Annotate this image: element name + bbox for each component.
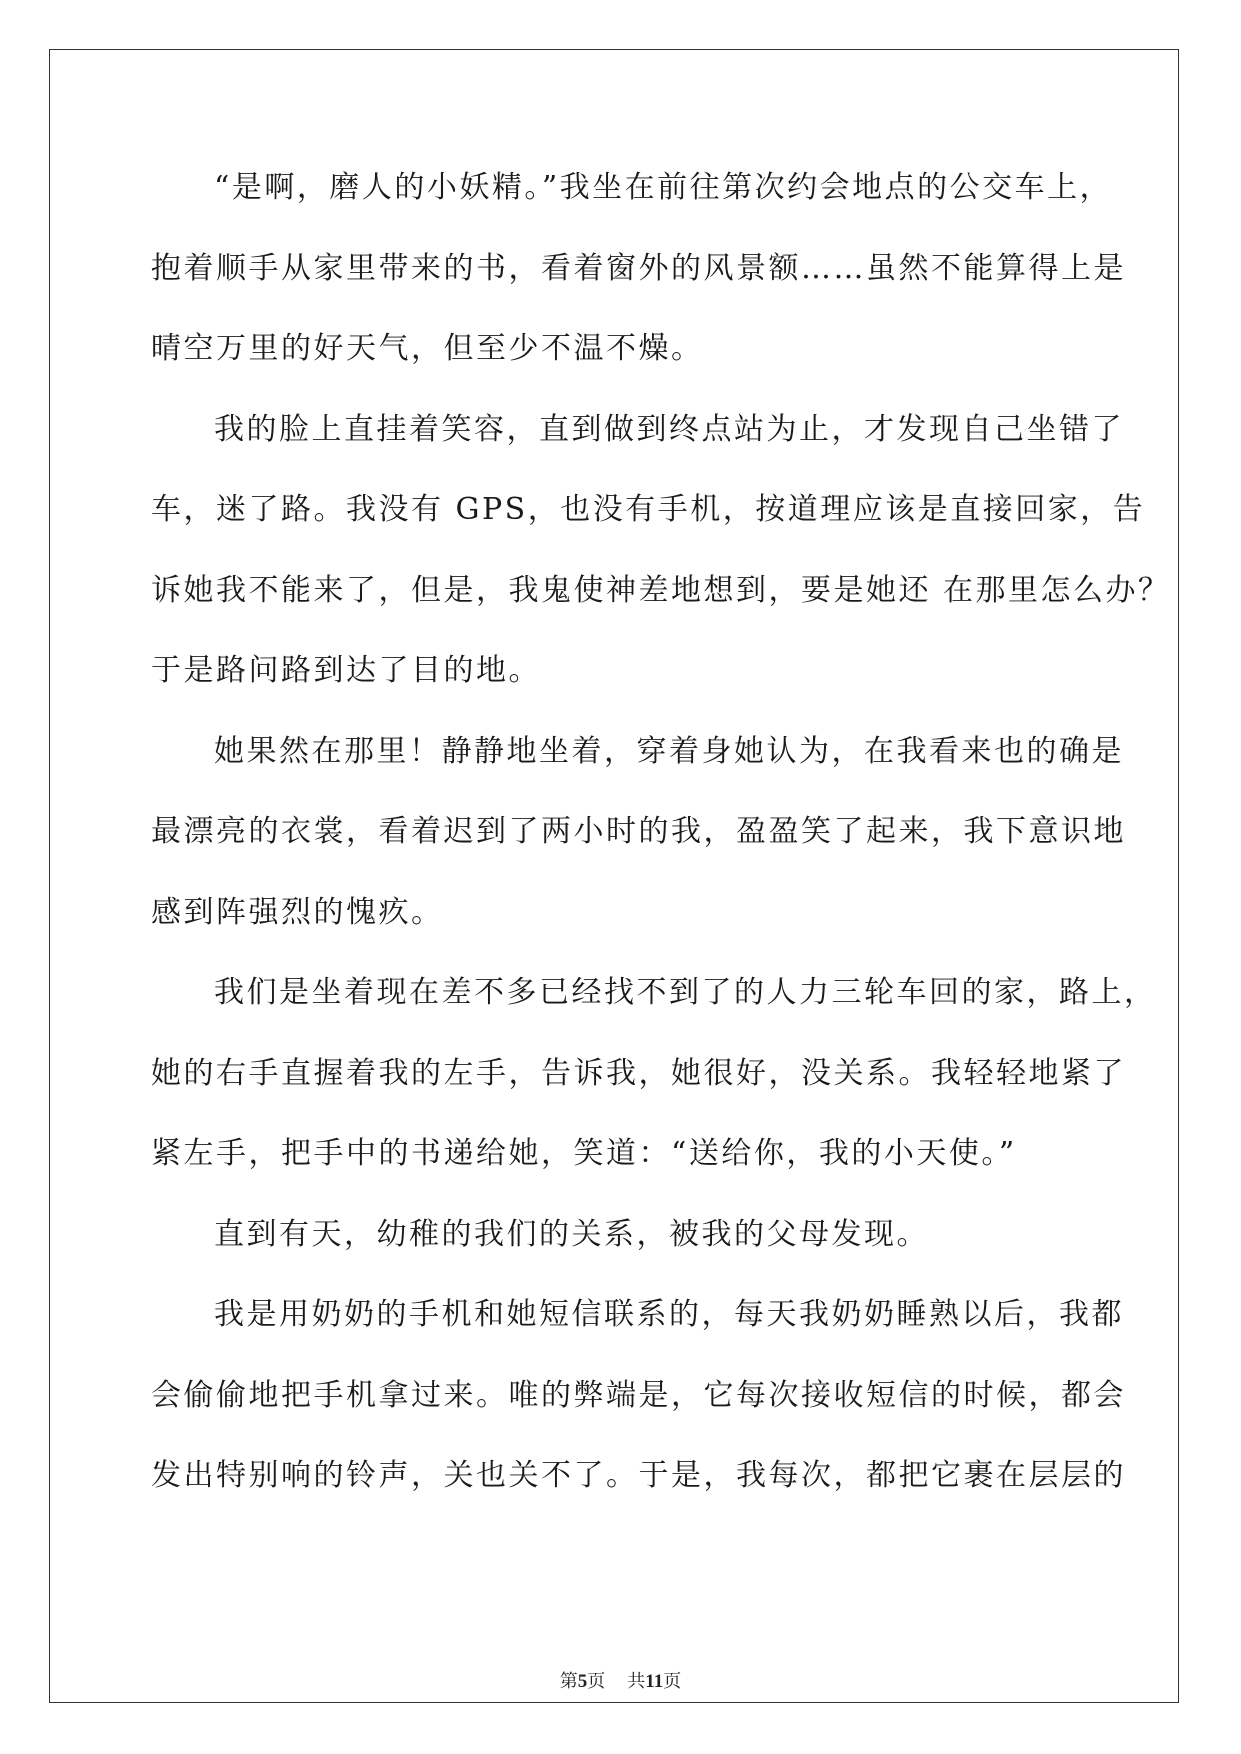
text-line: 紧左手，把手中的书递给她，笑道：“送给你，我的小天使。” xyxy=(151,1136,1017,1171)
text-line: 她果然在那里！静静地坐着，穿着身她认为，在我看来也的确是 xyxy=(214,733,1124,769)
text-line: 我的脸上直挂着笑容，直到做到终点站为止，才发现自己坐错了 xyxy=(214,411,1124,447)
footer-total-suffix: 页 xyxy=(663,1671,682,1692)
text-line: 最漂亮的衣裳，看着迟到了两小时的我，盈盈笑了起来，我下意识地 xyxy=(151,814,1126,849)
document-body xyxy=(151,164,1171,1533)
footer-prefix: 第 xyxy=(559,1671,578,1692)
text-line: 会偷偷地把手机拿过来。唯的弊端是，它每次接收短信的时候，都会 xyxy=(151,1377,1126,1413)
footer-page-word: 页 xyxy=(587,1671,606,1692)
text-line: 诉她我不能来了，但是，我鬼使神差地想到，要是她还 在那里怎么办？ xyxy=(151,572,1171,608)
page-footer xyxy=(0,1667,1241,1693)
text-line: 感到阵强烈的愧疚。 xyxy=(151,894,444,930)
total-pages-number: 11 xyxy=(645,1671,664,1692)
text-line: 直到有天，幼稚的我们的关系，被我的父母发现。 xyxy=(214,1216,929,1252)
text-line: 抱着顺手从家里带来的书，看着窗外的风景额……虽然不能算得上是 xyxy=(151,250,1126,286)
text-line: 我们是坐着现在差不多已经找不到了的人力三轮车回的家，路上， xyxy=(214,975,1157,1010)
text-line: 于是路问路到达了目的地。 xyxy=(151,653,541,688)
text-line: 晴空万里的好天气，但至少不温不燥。 xyxy=(151,331,704,366)
current-page-number: 5 xyxy=(577,1671,588,1692)
text-line: 车，迷了路。我没有 GPS，也没有手机，按道理应该是直接回家，告 xyxy=(151,492,1146,527)
text-line: “是啊，磨人的小妖精。”我坐在前往第次约会地点的公交车上， xyxy=(214,170,1113,205)
text-line: 发出特别响的铃声，关也关不了。于是，我每次，都把它裹在层层的 xyxy=(151,1458,1126,1493)
text-line: 她的右手直握着我的左手，告诉我，她很好，没关系。我轻轻地紧了 xyxy=(151,1055,1126,1091)
text-line: 我是用奶奶的手机和她短信联系的，每天我奶奶睡熟以后，我都 xyxy=(214,1297,1124,1332)
footer-total-prefix: 共 xyxy=(627,1671,646,1692)
